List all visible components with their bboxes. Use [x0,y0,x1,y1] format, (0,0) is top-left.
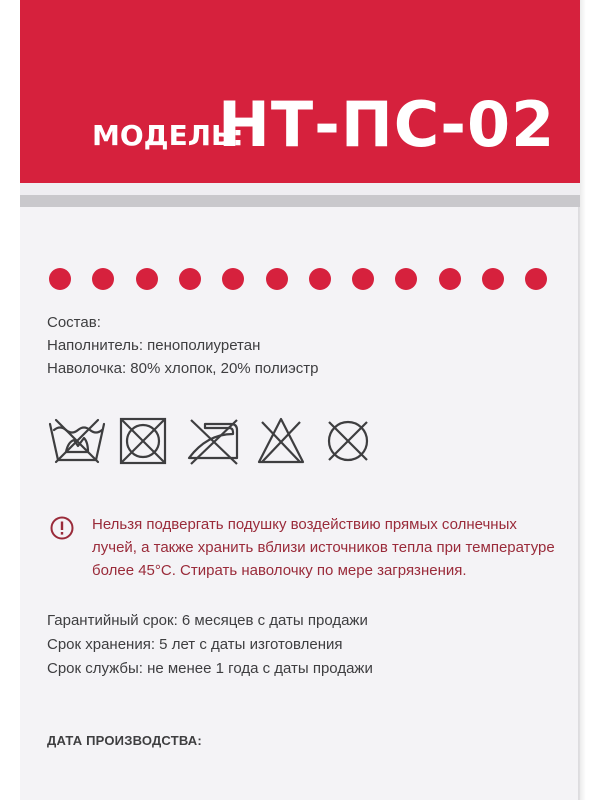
no-iron-icon [185,416,243,466]
dot [309,268,331,290]
dot [482,268,504,290]
dot [179,268,201,290]
dot [136,268,158,290]
warning-line-2: лучей, а также хранить вблизи источников тепла при температуре [92,539,555,556]
header-stripe-grey [20,195,580,207]
storage-term: Срок хранения: 5 лет с даты изготовления [47,636,343,653]
composition-filler: Наполнитель: пенополиуретан [47,337,261,354]
warning-line-3: более 45°С. Стирать наволочку по мере загрязнения. [92,562,467,579]
dot [439,268,461,290]
dot [266,268,288,290]
hand-wash-icon [48,416,106,466]
dot [222,268,244,290]
model-label: МОДЕЛЬ: [92,119,244,152]
header-stripe-light [20,183,580,195]
no-tumble-dry-icon [118,416,168,466]
exclamation-circle-icon [50,516,74,540]
dot [92,268,114,290]
service-life-term: Срок службы: не менее 1 года с даты продажи [47,660,373,677]
no-dry-clean-icon [323,416,373,466]
no-bleach-icon [256,416,306,466]
dot [395,268,417,290]
dot-row [49,268,549,292]
production-date-label: ДАТА ПРОИЗВОДСТВА: [47,733,202,748]
dot [525,268,547,290]
model-code: НТ-ПС-02 [218,88,556,161]
dot [49,268,71,290]
warning-line-1: Нельзя подвергать подушку воздействию прямых солнечных [92,516,517,533]
warranty-term: Гарантийный срок: 6 месяцев с даты продажи [47,612,368,629]
dot [352,268,374,290]
composition-cover: Наволочка: 80% хлопок, 20% полиэстр [47,360,319,377]
composition-title: Состав: [47,314,101,331]
